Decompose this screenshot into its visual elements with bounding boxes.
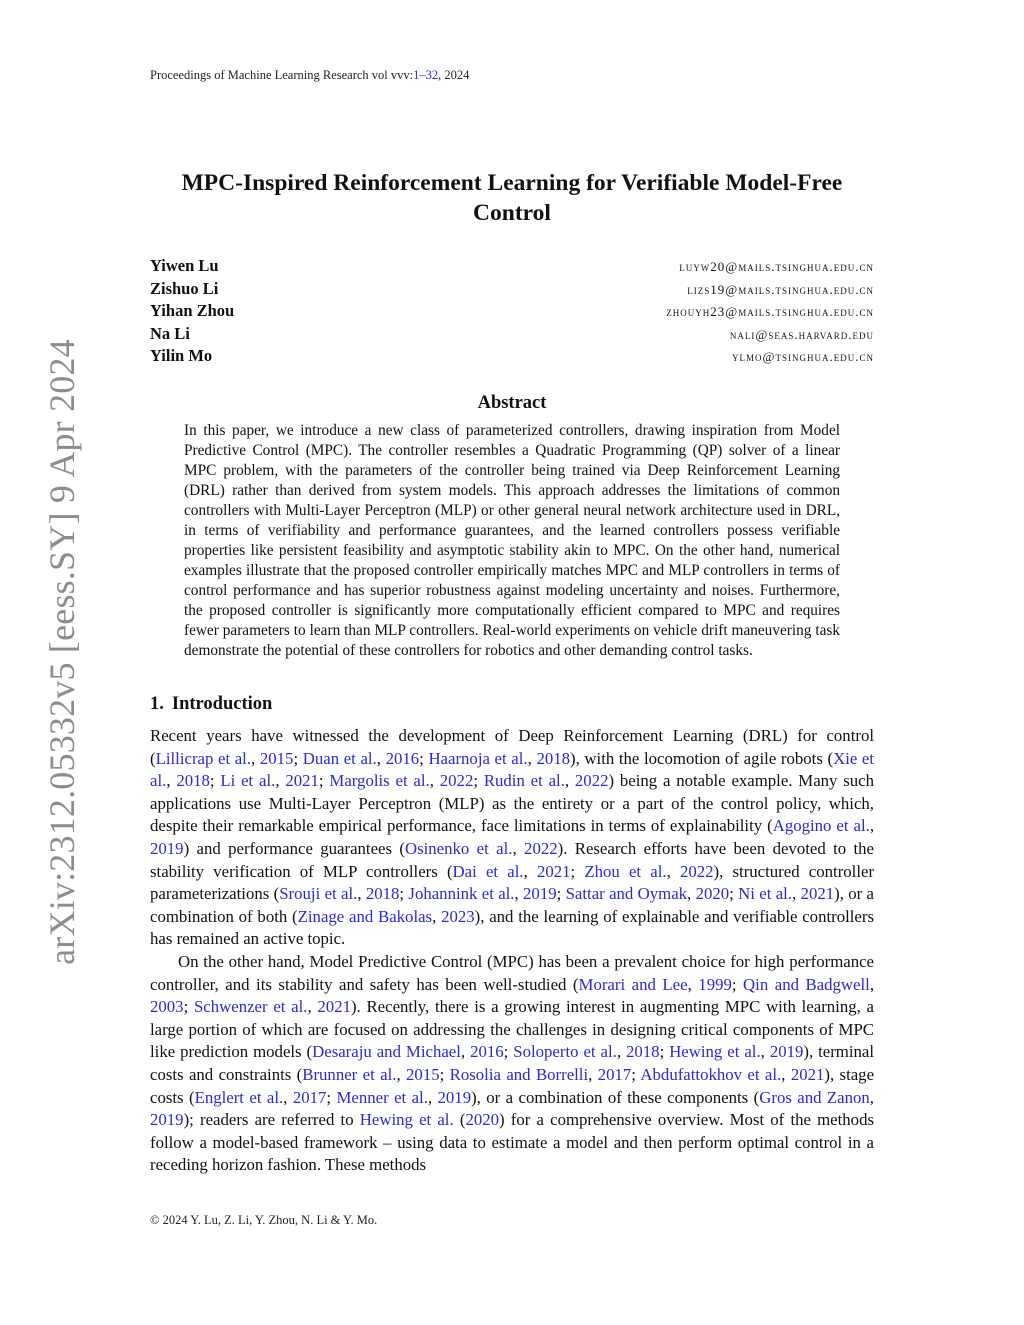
citation-link[interactable]: 2021 <box>317 997 351 1017</box>
citation-link[interactable]: 2022 <box>439 771 474 791</box>
author-email: lizs19@mails.tsinghua.edu.cn <box>687 281 874 297</box>
citation-link[interactable]: Morari and Lee <box>578 974 688 994</box>
author-row <box>150 324 874 347</box>
author-name: Zishuo Li <box>150 278 219 298</box>
citation-link[interactable]: 2022 <box>679 861 714 881</box>
citation-link[interactable]: Desaraju and Michael <box>312 1042 461 1062</box>
citation-link[interactable]: 2019 <box>150 838 184 858</box>
author-row <box>150 256 874 279</box>
citation-link[interactable]: 2019 <box>150 1110 184 1130</box>
copyright-footer: © 2024 Y. Lu, Z. Li, Y. Zhou, N. Li & Y. Mo. <box>150 1213 378 1227</box>
citation-link[interactable]: 2023 <box>441 906 475 926</box>
citation-link[interactable]: Srouji et al. <box>279 884 358 904</box>
intro-paragraph-2 <box>150 951 874 1177</box>
citation-link[interactable]: Osinenko et al. <box>404 838 513 858</box>
citation-link[interactable]: 2017 <box>597 1064 632 1084</box>
citation-link[interactable]: 2022 <box>574 771 609 791</box>
citation-link[interactable]: Soloperto et al. <box>513 1042 617 1062</box>
citation-link[interactable]: 2020 <box>695 884 730 904</box>
header-venue: Proceedings of Machine Learning Research vol vvv: <box>150 68 414 82</box>
citation-link[interactable]: 2018 <box>176 771 210 791</box>
citation-link[interactable]: Hewing et al. <box>669 1042 761 1062</box>
citation-link[interactable]: 2018 <box>626 1042 660 1062</box>
author-row <box>150 279 874 302</box>
citation-link[interactable]: Menner et al. <box>336 1087 428 1107</box>
citation-link[interactable]: 2018 <box>536 748 570 768</box>
author-email: nali@seas.harvard.edu <box>729 326 874 342</box>
citation-link[interactable]: 2021 <box>790 1064 825 1084</box>
citation-link[interactable]: Abdufattokhov et al. <box>640 1064 782 1084</box>
citation-link[interactable]: 2021 <box>536 861 571 881</box>
citation-link[interactable]: 2017 <box>292 1087 327 1107</box>
citation-link[interactable]: 2015 <box>259 748 294 768</box>
citation-link[interactable]: 2019 <box>769 1042 804 1062</box>
author-email: zhouyh23@mails.tsinghua.edu.cn <box>666 304 874 320</box>
citation-link[interactable]: 2003 <box>150 997 184 1017</box>
author-name: Na Li <box>150 323 190 343</box>
citation-link[interactable]: Agogino et al. <box>772 816 870 836</box>
section-title: Introduction <box>171 694 273 714</box>
paragraph-content: On the other hand, Model Predictive Control (MPC) has been a prevalent choice for high performance controller, and its stability and safety has been well-studied (Morari and Lee, 1999; Qin and Badgwell, 2003; Schwenzer et al., 2021). Recently, there is a growing interest in augmenting MPC with learning, a large portion of which are focused on addressing the challenges in designing critical components of MPC like prediction models (Desaraju and Michael, 2016; Soloperto et al., 2018; Hewing et al., 2019), terminal costs and constraints (Brunner et al., 2015; Rosolia and Borrelli, 2017; Abdufattokhov et al., 2021), stage costs (Englert et al., 2017; Menner et al., 2019), or a combination of these components (Gros and Zanon, 2019); readers are referred to Hewing et al. (2020) for a comprehensive overview. Most of the methods follow a model-based framework – using data to estimate a model and then perform optimal control in a receding horizon fashion. These methods <box>150 952 875 1175</box>
header-year: , 2024 <box>438 68 470 82</box>
citation-link[interactable]: Brunner et al. <box>302 1064 397 1084</box>
citation-link[interactable]: Schwenzer et al. <box>193 997 308 1017</box>
citation-link[interactable]: 2018 <box>365 884 400 904</box>
section-number: 1. <box>150 694 164 714</box>
citation-link[interactable]: Sattar and Oymak <box>565 884 688 904</box>
citation-link[interactable]: Margolis et al. <box>329 771 430 791</box>
citation-link[interactable]: Haarnoja et al. <box>428 748 528 768</box>
citation-link[interactable]: Zinage and Bakolas <box>297 906 433 926</box>
citation-link[interactable]: Li et al. <box>220 771 276 791</box>
author-name: Yilin Mo <box>150 346 213 366</box>
running-header <box>150 68 469 83</box>
abstract-heading: Abstract <box>477 393 547 413</box>
citation-link[interactable]: Johannink et al. <box>408 884 515 904</box>
title-line-2: Control <box>473 200 551 226</box>
citation-link[interactable]: Hewing et al. <box>359 1110 454 1130</box>
citation-link[interactable]: 2021 <box>800 884 835 904</box>
citation-link[interactable]: 2015 <box>406 1064 440 1084</box>
author-list <box>150 256 874 369</box>
citation-link[interactable]: 2020 <box>465 1110 499 1130</box>
citation-link[interactable]: Zhou et al. <box>584 861 667 881</box>
author-email: ylmo@tsinghua.edu.cn <box>732 349 874 365</box>
arxiv-side-stamp: arXiv:2312.05332v5 [eess.SY] 9 Apr 2024 <box>42 339 82 965</box>
citation-link[interactable]: Gros and Zanon <box>759 1087 870 1107</box>
abstract-text: In this paper, we introduce a new class of parameterized controllers, drawing inspiration from Model Predictive Control (MPC). The controller resembles a Quadratic Programming (QP) solver of a linear MPC problem, with the parameters of the controller being trained via Deep Reinforcement Learning (DRL) rather than derived from system models. This approach addresses the limitations of common controllers with Multi-Layer Perceptron (MLP) or other general neural network architecture used in DRL, in terms of verifiability and performance guarantees, and the learned controllers possess verifiable properties like persistent feasibility and asymptotic stability akin to MPC. On the other hand, numerical examples illustrate that the proposed controller empirically matches MPC and MLP controllers in terms of control performance and has superior robustness against modeling uncertainty and noises. Furthermore, the proposed controller is significantly more computationally efficient compared to MPC and requires fewer parameters to learn than MLP controllers. Real-world experiments on vehicle drift maneuvering task demonstrate the potential of these controllers for robotics and other demanding control tasks. <box>184 422 840 659</box>
citation-link[interactable]: 2019 <box>437 1087 472 1107</box>
citation-link[interactable]: Duan et al. <box>302 748 377 768</box>
section-heading <box>150 694 272 715</box>
citation-link[interactable]: Rosolia and Borrelli <box>449 1064 589 1084</box>
citation-link[interactable]: Englert et al. <box>194 1087 284 1107</box>
paper-title <box>150 168 874 228</box>
citation-link[interactable]: Xie et al. <box>150 748 875 791</box>
author-row <box>150 301 874 324</box>
citation-link[interactable]: Rudin et al. <box>483 771 565 791</box>
author-name: Yiwen Lu <box>150 256 219 275</box>
author-name: Yihan Zhou <box>150 301 235 321</box>
citation-link[interactable]: Qin and Badgwell <box>743 974 870 994</box>
header-pages-link[interactable]: 1–32 <box>413 68 439 82</box>
citation-link[interactable]: Lillicrap et al. <box>155 748 252 768</box>
citation-link[interactable]: 2021 <box>285 771 319 791</box>
intro-paragraph-1 <box>150 725 874 951</box>
citation-link[interactable]: 2016 <box>470 1042 504 1062</box>
citation-link[interactable]: 2016 <box>385 748 420 768</box>
citation-link[interactable]: Dai et al. <box>452 861 524 881</box>
paragraph-content: Recent years have witnessed the development of Deep Reinforcement Learning (DRL) for control (Lillicrap et al., 2015; Duan et al., 2016; Haarnoja et al., 2018), with the locomotion of agile robots (Xie et al., 2018; Li et al., 2021; Margolis et al., 2022; Rudin et al., 2022) being a notable example. Many such applications use Multi-Layer Perceptron (MLP) as the entirety or a part of the control policy, which, despite their remarkable empirical performance, face limitations in terms of explainability (Agogino et al., 2019) and performance guarantees (Osinenko et al., 2022). Research efforts have been devoted to the stability verification of MLP controllers (Dai et al., 2021; Zhou et al., 2022), structured controller parameterizations (Srouji et al., 2018; Johannink et al., 2019; Sattar and Oymak, 2020; Ni et al., 2021), or a combination of both (Zinage and Bakolas, 2023), and the learning of explainable and verifiable controllers has remained an active topic. <box>150 726 875 949</box>
citation-link[interactable]: 1999 <box>698 974 732 994</box>
author-row <box>150 346 874 369</box>
citation-link[interactable]: Ni et al. <box>738 884 793 904</box>
citation-link[interactable]: 2019 <box>523 884 557 904</box>
citation-link[interactable]: 2022 <box>524 838 558 858</box>
title-line-1: MPC-Inspired Reinforcement Learning for Verifiable Model-Free <box>181 170 843 196</box>
author-email: luyw20@mails.tsinghua.edu.cn <box>679 259 874 274</box>
